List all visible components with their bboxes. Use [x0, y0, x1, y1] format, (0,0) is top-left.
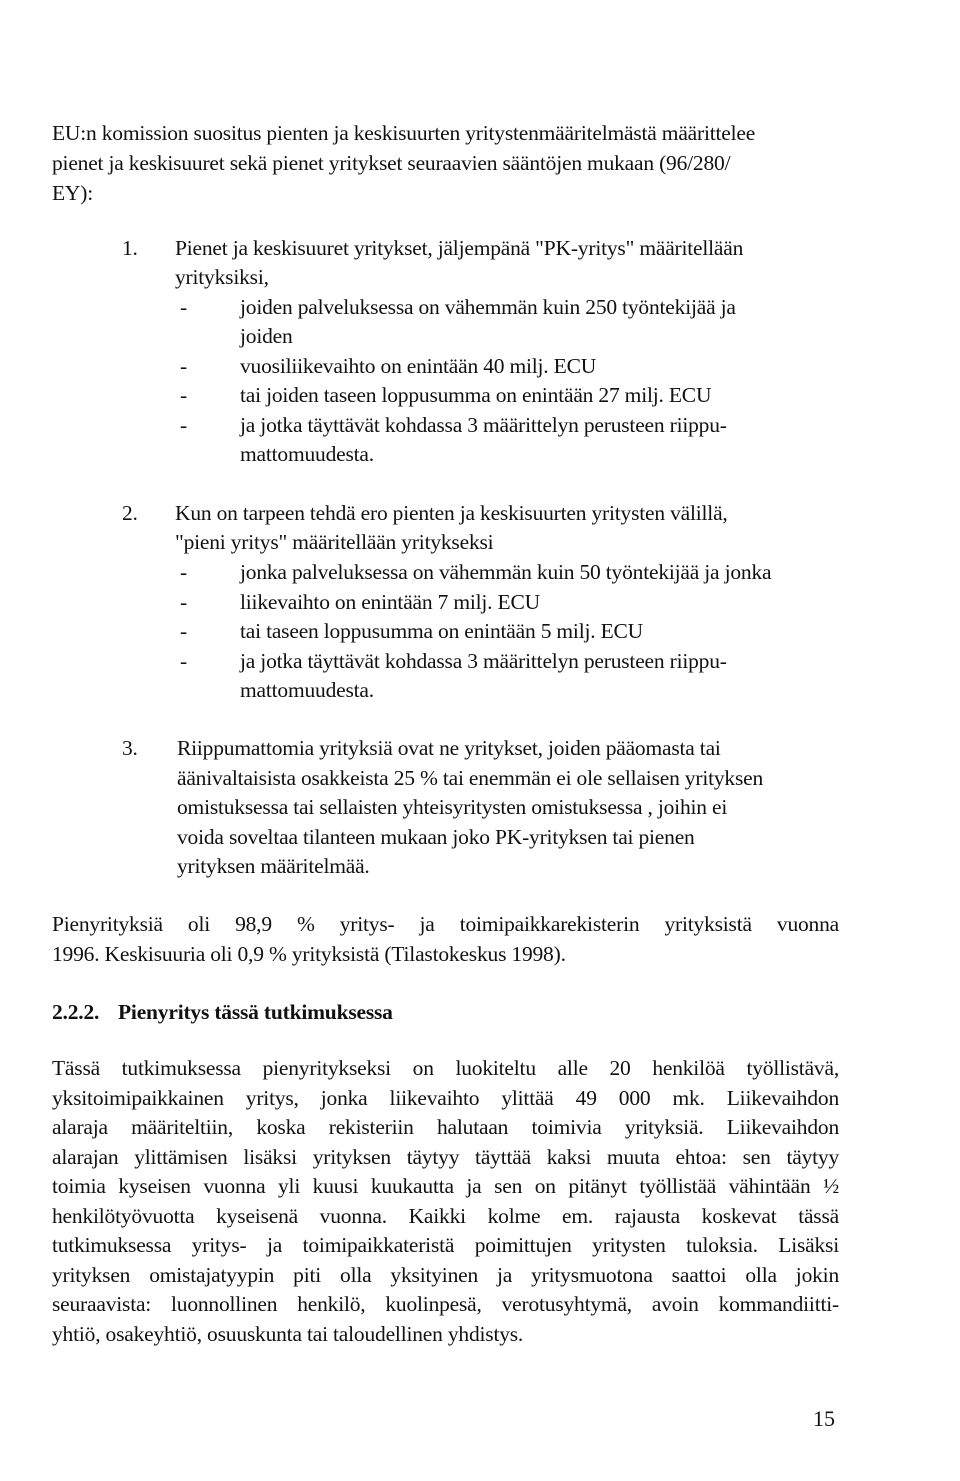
intro-line: pienet ja keskisuuret sekä pienet yritykset seuraavien sääntöjen mukaan (96/280/	[52, 151, 731, 175]
item-3-number: 3.	[122, 736, 138, 760]
item-2-number: 2.	[122, 501, 138, 525]
bullet-dash: -	[180, 649, 188, 673]
bullet-dash: -	[180, 383, 188, 407]
section-number: 2.2.2.	[52, 1000, 100, 1024]
item-3-line: Riippumattomia yrityksiä ovat ne yritykset, joiden pääomasta tai	[177, 736, 721, 760]
main-paragraph-line: henkilötyövuotta kyseisenä vuonna. Kaikki kolme em. rajausta koskevat tässä	[52, 1204, 839, 1228]
item-1-line: yrityksiksi,	[175, 265, 269, 289]
item-2-bullet: jonka palveluksessa on vähemmän kuin 50 työntekijää ja jonka	[240, 560, 772, 584]
stats-line: 1996. Keskisuuria oli 0,9 % yrityksistä (Tilastokeskus 1998).	[52, 942, 566, 966]
bullet-dash: -	[180, 354, 188, 378]
item-1-bullet: joiden palveluksessa on vähemmän kuin 250 työntekijää ja	[240, 295, 736, 319]
bullet-dash: -	[180, 590, 188, 614]
item-1-bullet: ja jotka täyttävät kohdassa 3 määrittelyn perusteen riippu-	[240, 413, 727, 437]
item-3-line: yrityksen määritelmää.	[177, 854, 370, 878]
main-paragraph-line: tutkimuksessa yritys- ja toimipaikkateristä poimittujen yritysten tuloksia. Lisäksi	[52, 1233, 839, 1257]
main-paragraph-line: yhtiö, osakeyhtiö, osuuskunta tai taloudellinen yhdistys.	[52, 1322, 524, 1346]
item-1-line: Pienet ja keskisuuret yritykset, jäljempänä "PK-yritys" määritellään	[175, 236, 744, 260]
item-1-bullet: mattomuudesta.	[240, 442, 374, 466]
main-paragraph-line: alaraja määriteltiin, koska rekisteriin halutaan toimivia yrityksiä. Liikevaihdon	[52, 1115, 839, 1139]
section-title: Pienyritys tässä tutkimuksessa	[118, 1000, 393, 1024]
item-1-number: 1.	[122, 236, 138, 260]
main-paragraph-line: yksitoimipaikkainen yritys, jonka liikevaihto ylittää 49 000 mk. Liikevaihdon	[52, 1086, 839, 1110]
item-3-line: omistuksessa tai sellaisten yhteisyritysten omistuksessa , joihin ei	[177, 795, 728, 819]
bullet-dash: -	[180, 560, 188, 584]
item-2-bullet: mattomuudesta.	[240, 678, 374, 702]
item-2-line: "pieni yritys" määritellään yritykseksi	[175, 530, 494, 554]
item-1-bullet: tai joiden taseen loppusumma on enintään 27 milj. ECU	[240, 383, 712, 407]
item-3-line: äänivaltaisista osakkeista 25 % tai enemmän ei ole sellaisen yrityksen	[177, 766, 764, 790]
bullet-dash: -	[180, 619, 188, 643]
intro-line: EU:n komission suositus pienten ja keskisuurten yritystenmääritelmästä määrittelee	[52, 121, 756, 145]
item-2-bullet: tai taseen loppusumma on enintään 5 milj. ECU	[240, 619, 644, 643]
main-paragraph-line: toimia kyseisen vuonna yli kuusi kuukautta ja sen on pitänyt työllistää vähintään ½	[52, 1174, 839, 1198]
page-number: 15	[813, 1406, 835, 1431]
main-paragraph-line: seuraavista: luonnollinen henkilö, kuolinpesä, verotusyhtymä, avoin kommandiitti-	[52, 1292, 839, 1316]
item-2-line: Kun on tarpeen tehdä ero pienten ja keskisuurten yritysten välillä,	[175, 501, 728, 525]
main-paragraph-line: yrityksen omistajatyypin piti olla yksityinen ja yritysmuotona saattoi olla jokin	[52, 1263, 839, 1287]
item-2-bullet: ja jotka täyttävät kohdassa 3 määrittelyn perusteen riippu-	[240, 649, 727, 673]
stats-line: Pienyrityksiä oli 98,9 % yritys- ja toimipaikkarekisterin yrityksistä vuonna	[52, 912, 839, 936]
item-2-bullet: liikevaihto on enintään 7 milj. ECU	[240, 590, 540, 614]
intro-line: EY):	[52, 181, 93, 205]
bullet-dash: -	[180, 295, 188, 319]
bullet-dash: -	[180, 413, 188, 437]
item-3-line: voida soveltaa tilanteen mukaan joko PK-yrityksen tai pienen	[177, 825, 695, 849]
item-1-bullet: vuosiliikevaihto on enintään 40 milj. ECU	[240, 354, 597, 378]
item-1-bullet: joiden	[240, 324, 293, 348]
main-paragraph-line: alarajan ylittämisen lisäksi yrityksen täytyy täyttää kaksi muuta ehtoa: sen täytyy	[52, 1145, 839, 1169]
main-paragraph-line: Tässä tutkimuksessa pienyritykseksi on luokiteltu alle 20 henkilöä työllistävä,	[52, 1056, 839, 1080]
